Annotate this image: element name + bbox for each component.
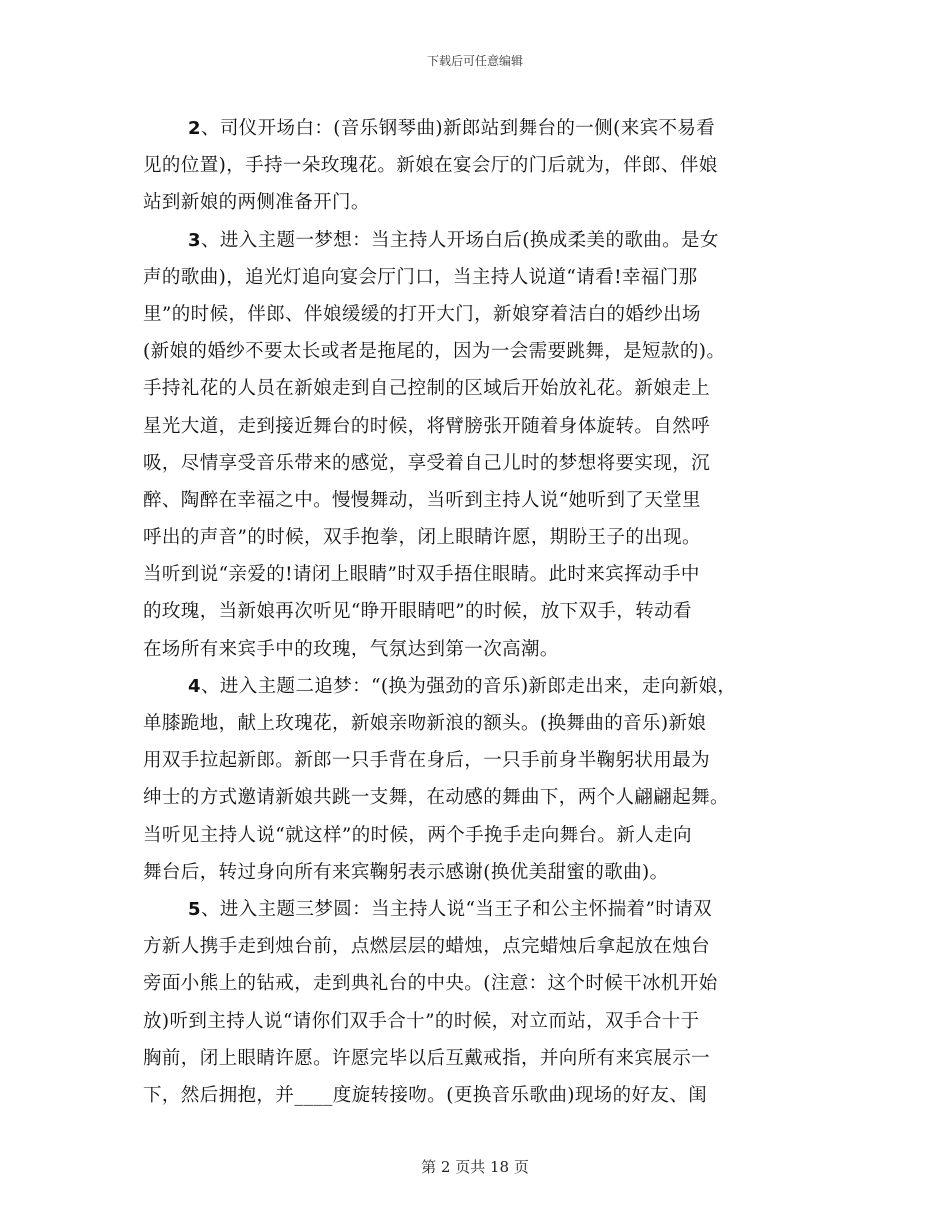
text-line: 绅士的方式邀请新娘共跳一支舞，在动感的舞曲下，两个人翩翩起舞。 xyxy=(143,787,729,809)
paragraph-2 xyxy=(143,110,823,222)
item-number: 2 xyxy=(188,118,201,139)
page-header: 下载后可任意编辑 xyxy=(426,54,523,68)
line-text: 、进入主题二追梦：“(换为强劲的音乐)新郎走出来，走向新娘， xyxy=(200,675,737,697)
text-line: 旁面小熊上的钻戒，走到典礼台的中央。(注意：这个时候干冰机开始 xyxy=(143,973,718,995)
text-line: 单膝跪地，献上玫瑰花，新娘亲吻新浪的额头。(换舞曲的音乐)新娘 xyxy=(143,713,707,734)
line-text: 、司仪开场白：(音乐钢琴曲)新郎站到舞台的一侧(来宾不易看 xyxy=(200,118,716,139)
item-number: 4 xyxy=(188,675,201,697)
text-line xyxy=(143,222,823,259)
text-line xyxy=(143,668,823,705)
page-footer: 第 2 页共 18 页 xyxy=(421,1158,529,1176)
text-line: 的玫瑰，当新娘再次听见“睁开眼睛吧”的时候，放下双手，转动看 xyxy=(143,601,692,623)
text-line: 胸前，闭上眼睛许愿。许愿完毕以后互戴戒指，并向所有来宾展示一 xyxy=(143,1047,711,1069)
item-number: 3 xyxy=(188,229,201,251)
text-line: 手持礼花的人员在新娘走到自己控制的区域后开始放礼花。新娘走上 xyxy=(143,378,711,400)
text-line: 吸，尽情享受音乐带来的感觉，享受着自己儿时的梦想将要实现，沉 xyxy=(143,452,711,474)
text-line: (新娘的婚纱不要太长或者是拖尾的，因为一会需要跳舞，是短款的)。 xyxy=(143,341,726,363)
text-line: 下，然后拥抱，并____度旋转接吻。(更换音乐歌曲)现场的好友、闺 xyxy=(143,1084,708,1106)
text-line: 站到新娘的两侧准备开门。 xyxy=(143,192,370,214)
text-line: 声的歌曲)，追光灯追向宴会厅门口，当主持人说道“请看!幸福门那 xyxy=(143,266,698,288)
line-text: 、进入主题一梦想：当主持人开场白后(换成柔美的歌曲。是女 xyxy=(200,229,719,251)
text-line xyxy=(143,110,823,147)
text-line: 星光大道，走到接近舞台的时候，将臂膀张开随着身体旋转。自然呼 xyxy=(143,415,711,437)
paragraph-4 xyxy=(143,668,823,891)
paragraph-3 xyxy=(143,222,823,668)
text-line: 在场所有来宾手中的玫瑰，气氛达到第一次高潮。 xyxy=(143,638,559,660)
text-line: 用双手拉起新郎。新郎一只手背在身后，一只手前身半鞠躬状用最为 xyxy=(143,750,711,772)
paragraph-5 xyxy=(143,891,823,1114)
document-body xyxy=(143,110,823,1114)
text-line: 放)听到主持人说“请你们双手合十”的时候，对立而站，双手合十于 xyxy=(143,1010,700,1032)
text-line: 呼出的声音”的时候，双手抱拳，闭上眼睛许愿，期盼王子的出现。 xyxy=(143,527,701,549)
line-text: 、进入主题三梦圆：当主持人说“当王子和公主怀揣着”时请双 xyxy=(200,898,713,920)
text-line: 醉、陶醉在幸福之中。慢慢舞动，当听到主持人说“她听到了天堂里 xyxy=(143,489,701,511)
text-line: 当听见主持人说“就这样”的时候，两个手挽手走向舞台。新人走向 xyxy=(143,824,692,846)
text-line: 方新人携手走到烛台前，点燃层层的蜡烛，点完蜡烛后拿起放在烛台 xyxy=(143,936,711,958)
text-line: 当听到说“亲爱的!请闭上眼睛”时双手捂住眼睛。此时来宾挥动手中 xyxy=(143,564,700,586)
text-line: 里”的时候，伴郎、伴娘缓缓的打开大门，新娘穿着洁白的婚纱出场 xyxy=(143,303,701,325)
item-number: 5 xyxy=(188,898,201,920)
text-line xyxy=(143,891,823,928)
text-line: 见的位置)，手持一朵玫瑰花。新娘在宴会厅的门后就为，伴郎、伴娘 xyxy=(143,155,718,177)
text-line: 舞台后，转过身向所有来宾鞠躬表示感谢(换优美甜蜜的歌曲)。 xyxy=(143,861,669,883)
